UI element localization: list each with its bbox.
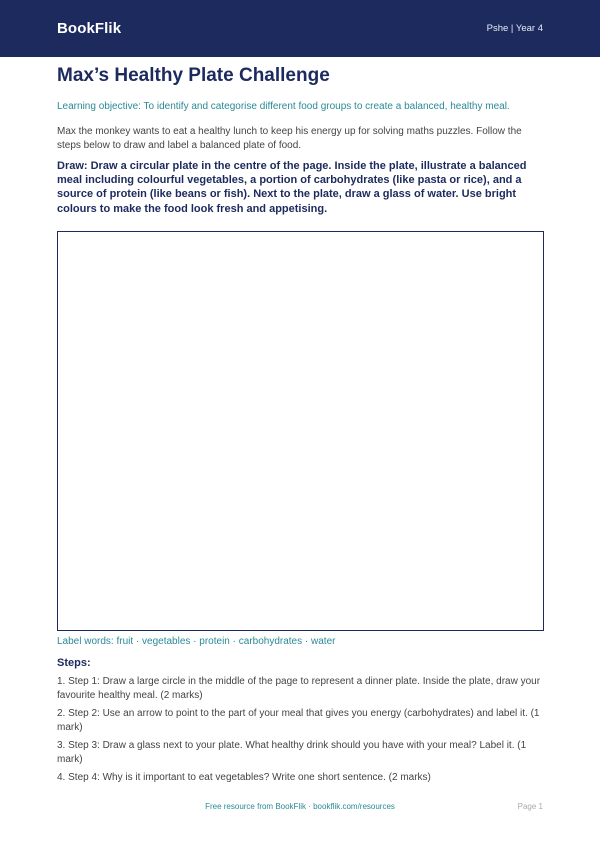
page-footer (0, 802, 600, 816)
intro-text: Max the monkey wants to eat a healthy lunch to keep his energy up for solving maths puzzles. Follow the steps below to draw and label a balanced plate of food. (57, 126, 522, 151)
step-item: 3. Step 3: Draw a glass next to your plate. What healthy drink should you have with your meal? Label it. (1 mark) (57, 740, 527, 765)
draw-instruction: Draw: Draw a circular plate in the centre of the page. Inside the plate, illustrate a balanced meal including colourful vegetables, a portion of carbohydrates (like pasta or rice), and a source of protein (like beans or fish). Next to the plate, draw a glass of water. Use bright colours to make the food look fresh and appetising. (57, 160, 527, 215)
step-item: 4. Step 4: Why is it important to eat vegetables? Write one short sentence. (2 marks) (57, 772, 431, 783)
page-title: Max’s Healthy Plate Challenge (57, 65, 330, 86)
learning-objective: Learning objective: To identify and categorise different food groups to create a balanced, healthy meal. (57, 101, 510, 112)
page-header (0, 0, 600, 57)
steps-list (57, 675, 543, 790)
step-item: 1. Step 1: Draw a large circle in the middle of the page to represent a dinner plate. Inside the plate, draw your favourite healthy meal. (2 marks) (57, 676, 541, 701)
steps-heading: Steps: (57, 657, 91, 669)
subject-year-label: Pshe | Year 4 (486, 23, 543, 34)
brand-logo[interactable]: BookFlik (57, 20, 122, 37)
drawing-area[interactable] (57, 231, 544, 631)
resource-link[interactable]: Free resource from BookFlik · bookflik.com/resources (205, 802, 395, 811)
label-words: Label words: fruit · vegetables · protein · carbohydrates · water (57, 636, 336, 647)
page-number: Page 1 (517, 802, 543, 811)
step-item: 2. Step 2: Use an arrow to point to the part of your meal that gives you energy (carbohydrates) and label it. (1 mark) (57, 708, 540, 733)
